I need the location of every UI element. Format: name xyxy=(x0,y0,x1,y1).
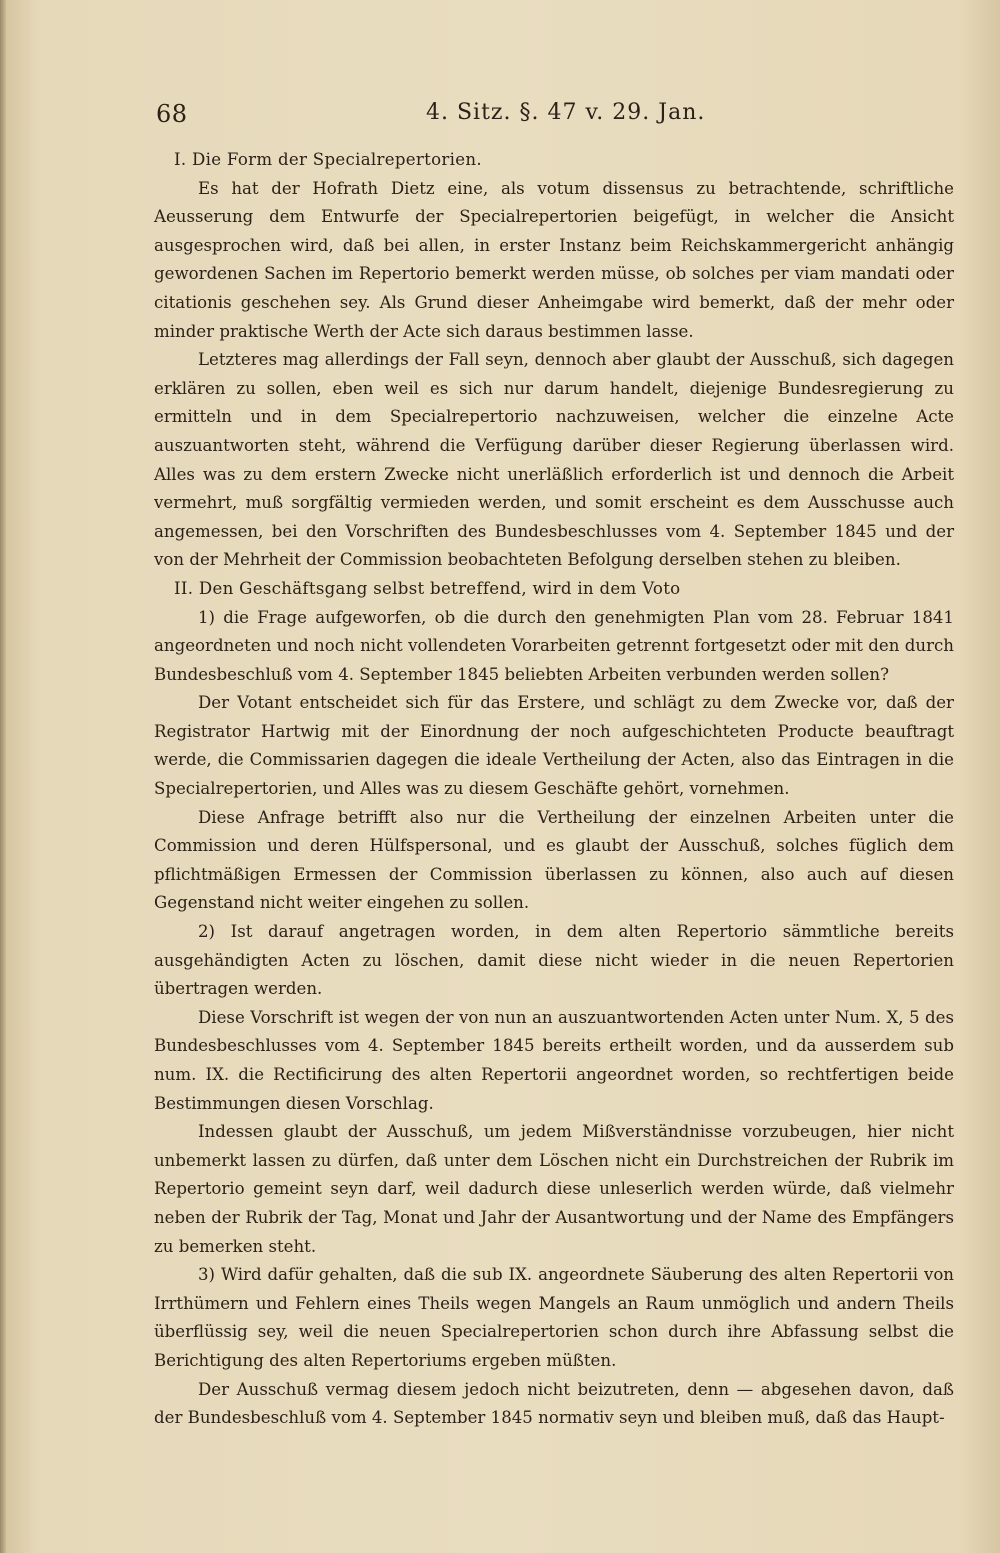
body-text xyxy=(154,146,954,1433)
paragraph: Der Ausschuß vermag diesem jedoch nicht beizutreten, denn — abgesehen davon, daß der Bundesbeschluß vom 4. September 1845 normativ seyn und bleiben muß, daß das Haupt- xyxy=(154,1379,954,1428)
paragraph: Letzteres mag allerdings der Fall seyn, dennoch aber glaubt der Ausschuß, sich dagegen erklären zu sollen, eben weil es sich nur darum handelt, diejenige Bundesregierung zu ermitteln und in dem Specialrepertorio nachzuweisen, welcher die einzelne Acte auszuantworten steht, während die Verfügung darüber dieser Regierung überlassen wird. Alles was zu dem erstern Zwecke nicht unerläßlich erforderlich ist und dennoch die Arbeit vermehrt, muß sorgfältig vermieden werden, und somit erscheint es dem Ausschusse auch angemessen, bei den Vorschriften des Bundesbeschlusses vom 4. September 1845 und der von der Mehrheit der Commission beobachteten Befolgung derselben stehen zu bleiben. xyxy=(154,350,954,570)
page-edge xyxy=(0,0,6,1553)
page-header xyxy=(156,100,956,140)
paragraph: 3) Wird dafür gehalten, daß die sub IX. angeordnete Säuberung des alten Repertorii von Irrthümern und Fehlern eines Theils wegen Mangels an Raum unmöglich und andern Theils überflüssig sey, weil die neuen Specialrepertorien schon durch ihre Abfassung selbst die Berichtigung des alten Repertoriums ergeben müßten. xyxy=(154,1265,954,1370)
paragraph: Diese Vorschrift ist wegen der von nun an auszuantwortenden Acten unter Num. X, 5 des Bundesbeschlusses vom 4. September 1845 bereits ertheilt worden, und da ausserdem sub num. IX. die Rectificirung des alten Repertorii angeordnet worden, so rechtfertigen beide Bestimmungen diesen Vorschlag. xyxy=(154,1007,954,1113)
paragraph: 2) Ist darauf angetragen worden, in dem alten Repertorio sämmtliche bereits ausgehändigten Acten zu löschen, damit diese nicht wieder in die neuen Repertorien übertragen werden. xyxy=(154,922,954,999)
running-head: 4. Sitz. §. 47 v. 29. Jan. xyxy=(426,100,706,125)
paragraph: 1) die Frage aufgeworfen, ob die durch den genehmigten Plan vom 28. Februar 1841 angeordneten und noch nicht vollendeten Vorarbeiten getrennt fortgesetzt oder mit den durch Bundesbeschluß vom 4. September 1845 beliebten Arbeiten verbunden werden sollen? xyxy=(154,607,954,684)
section-heading-form: I. Die Form der Specialrepertorien. xyxy=(174,150,482,169)
page-number: 68 xyxy=(156,100,188,128)
paragraph: Es hat der Hofrath Dietz eine, als votum dissensus zu betrachtende, schriftliche Aeusserung dem Entwurfe der Specialrepertorien beigefügt, in welcher die Ansicht ausgesprochen wird, daß bei allen, in erster Instanz beim Reichskammergericht anhängig gewordenen Sachen im Repertorio bemerkt werden müsse, ob solches per viam mandati oder citationis geschehen sey. Als Grund dieser Anheimgabe wird bemerkt, daß der mehr oder minder praktische Werth der Acte sich daraus bestimmen lasse. xyxy=(154,178,954,341)
paragraph: Der Votant entscheidet sich für das Erstere, und schlägt zu dem Zwecke vor, daß der Registrator Hartwig mit der Einordnung der noch aufgeschichteten Producte beauftragt werde, die Commissarien dagegen die ideale Vertheilung der Acten, also das Eintragen in die Specialrepertorien, und Alles was zu diesem Geschäfte gehört, vornehmen. xyxy=(154,693,954,799)
paragraph: Indessen glaubt der Ausschuß, um jedem Mißverständnisse vorzubeugen, hier nicht unbemerkt lassen zu dürfen, daß unter dem Löschen nicht ein Durchstreichen der Rubrik im Repertorio gemeint seyn darf, weil dadurch diese unleserlich werden würde, daß vielmehr neben der Rubrik der Tag, Monat und Jahr der Ausantwortung und der Name des Empfängers zu bemerken steht. xyxy=(154,1122,954,1256)
paragraph: Diese Anfrage betrifft also nur die Vertheilung der einzelnen Arbeiten unter die Commission und deren Hülfspersonal, und es glaubt der Ausschuß, solches füglich dem pflichtmäßigen Ermessen der Commission überlassen zu können, also auch auf diesen Gegenstand nicht weiter eingehen zu sollen. xyxy=(154,807,954,913)
section-heading-procedure: II. Den Geschäftsgang selbst betreffend, wird in dem Voto xyxy=(174,578,681,598)
